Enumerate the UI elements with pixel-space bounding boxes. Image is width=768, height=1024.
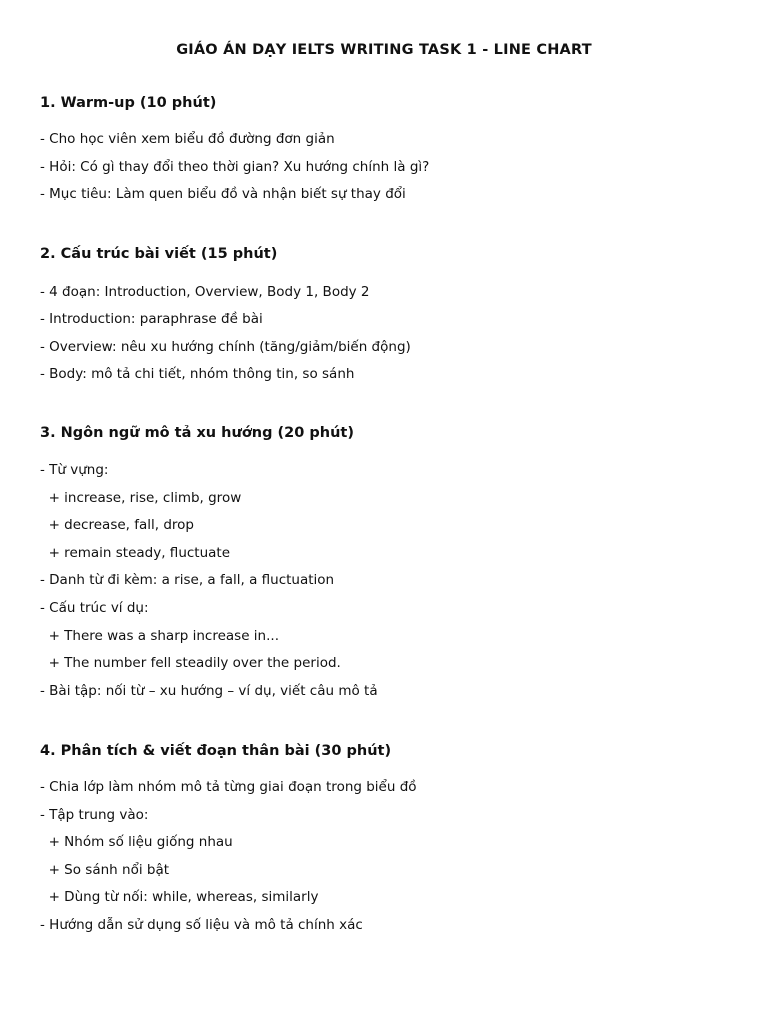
section-heading-structure: 2. Cấu trúc bài viết (15 phút)	[40, 246, 278, 262]
document-title: GIÁO ÁN DẠY IELTS WRITING TASK 1 - LINE CHART	[176, 42, 592, 58]
list-item: - Chia lớp làm nhóm mô tả từng giai đoạn trong biểu đồ	[40, 779, 417, 795]
list-item: + The number fell steadily over the period.	[40, 655, 341, 671]
list-item: - Từ vựng:	[40, 462, 109, 478]
section-heading-warm-up: 1. Warm-up (10 phút)	[40, 95, 217, 111]
list-item: - Overview: nêu xu hướng chính (tăng/giảm/biến động)	[40, 339, 411, 355]
list-item: - Tập trung vào:	[40, 807, 149, 823]
list-item: - 4 đoạn: Introduction, Overview, Body 1, Body 2	[40, 284, 370, 300]
list-item: + There was a sharp increase in...	[40, 628, 279, 644]
list-item: - Hướng dẫn sử dụng số liệu và mô tả chính xác	[40, 917, 363, 933]
list-item: + So sánh nổi bật	[40, 862, 170, 878]
section-heading-trend-language: 3. Ngôn ngữ mô tả xu hướng (20 phút)	[40, 425, 354, 441]
section-heading-body-analysis: 4. Phân tích & viết đoạn thân bài (30 phút)	[40, 743, 392, 759]
list-item: - Cho học viên xem biểu đồ đường đơn giản	[40, 131, 335, 147]
list-item: - Introduction: paraphrase đề bài	[40, 311, 263, 327]
list-item: + Dùng từ nối: while, whereas, similarly	[40, 889, 319, 905]
list-item: - Cấu trúc ví dụ:	[40, 600, 149, 616]
list-item: + remain steady, fluctuate	[40, 545, 231, 561]
list-item: - Body: mô tả chi tiết, nhóm thông tin, so sánh	[40, 366, 355, 382]
list-item: - Bài tập: nối từ – xu hướng – ví dụ, viết câu mô tả	[40, 683, 378, 699]
list-item: + increase, rise, climb, grow	[40, 490, 242, 506]
list-item: + decrease, fall, drop	[40, 517, 194, 533]
list-item: - Hỏi: Có gì thay đổi theo thời gian? Xu hướng chính là gì?	[40, 159, 430, 175]
list-item: - Mục tiêu: Làm quen biểu đồ và nhận biết sự thay đổi	[40, 186, 406, 202]
list-item: + Nhóm số liệu giống nhau	[40, 834, 233, 850]
list-item: - Danh từ đi kèm: a rise, a fall, a fluctuation	[40, 572, 335, 588]
